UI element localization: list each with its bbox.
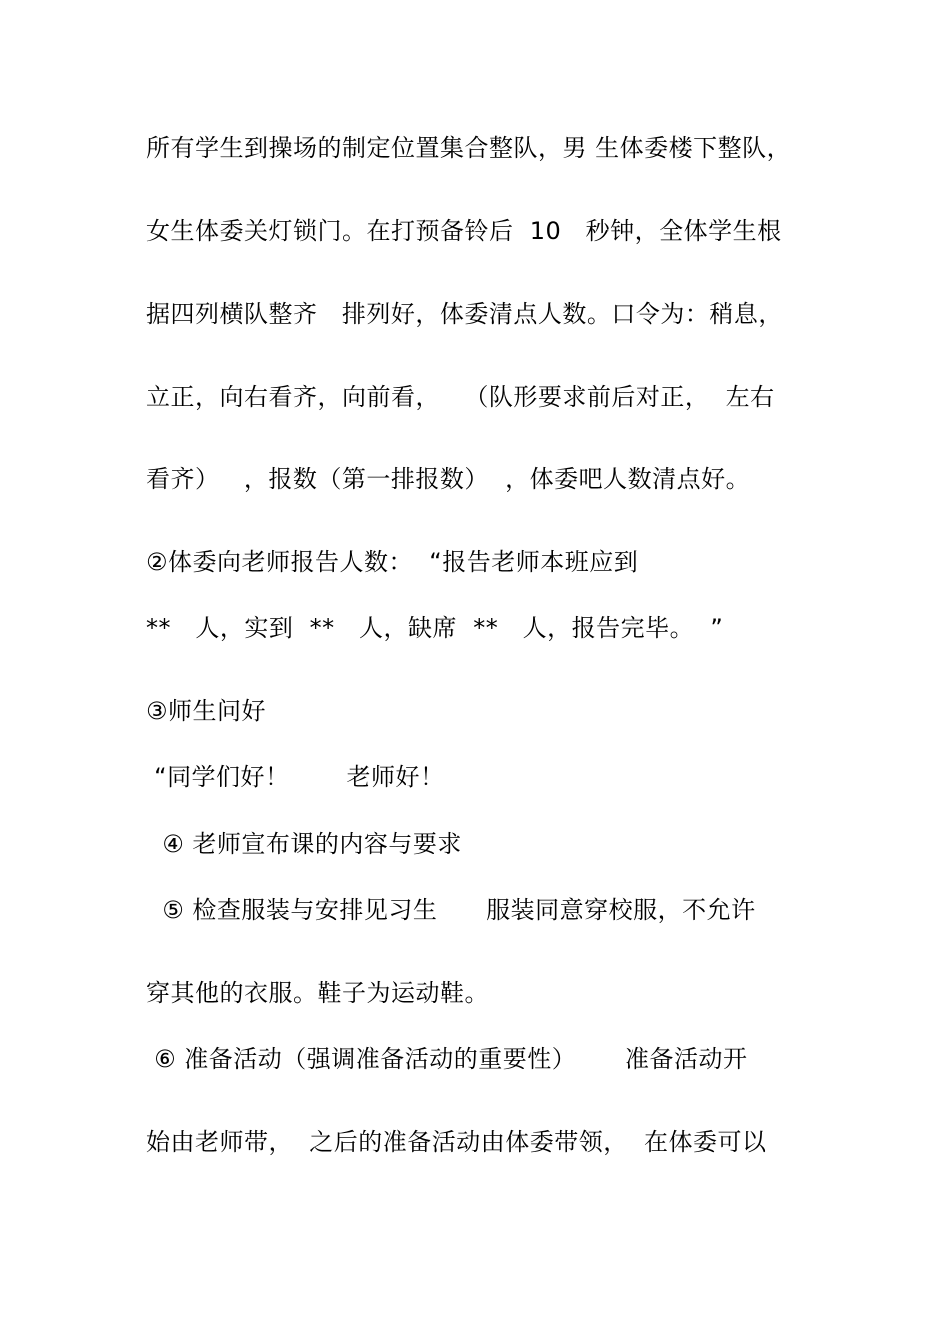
paragraph-line: 穿其他的衣服。鞋子为运动鞋。 bbox=[146, 979, 489, 1007]
section-heading: ④ 老师宣布课的内容与要求 bbox=[146, 830, 462, 858]
paragraph-line: 立正，向右看齐，向前看， （队形要求前后对正， 左右 bbox=[146, 383, 775, 411]
section-heading: ⑥ 准备活动（强调准备活动的重要性） 准备活动开 bbox=[146, 1045, 748, 1073]
section-heading: ⑤ 检查服装与安排见习生 服装同意穿校服，不允许 bbox=[146, 896, 756, 924]
paragraph-line: 所有学生到操场的制定位置集合整队，男 生体委楼下整队， bbox=[146, 134, 792, 162]
paragraph-line: 看齐） ，报数（第一排报数） ，体委吧人数清点好。 bbox=[146, 465, 751, 493]
paragraph-line: 女生体委关灯锁门。在打预备铃后 10 秒钟，全体学生根 bbox=[146, 217, 782, 245]
paragraph-line: ** 人，实到 ** 人，缺席 ** 人，报告完毕。 ” bbox=[146, 614, 724, 642]
section-heading: ③师生问好 bbox=[146, 697, 267, 725]
paragraph-line: “同学们好！ 老师好！ bbox=[146, 763, 445, 791]
paragraph-line: 始由老师带， 之后的准备活动由体委带领， 在体委可以 bbox=[146, 1128, 767, 1156]
paragraph-line: 据四列横队整齐 排列好，体委清点人数。口令为：稍息， bbox=[146, 300, 783, 328]
section-heading: ②体委向老师报告人数： “报告老师本班应到 bbox=[146, 548, 639, 576]
